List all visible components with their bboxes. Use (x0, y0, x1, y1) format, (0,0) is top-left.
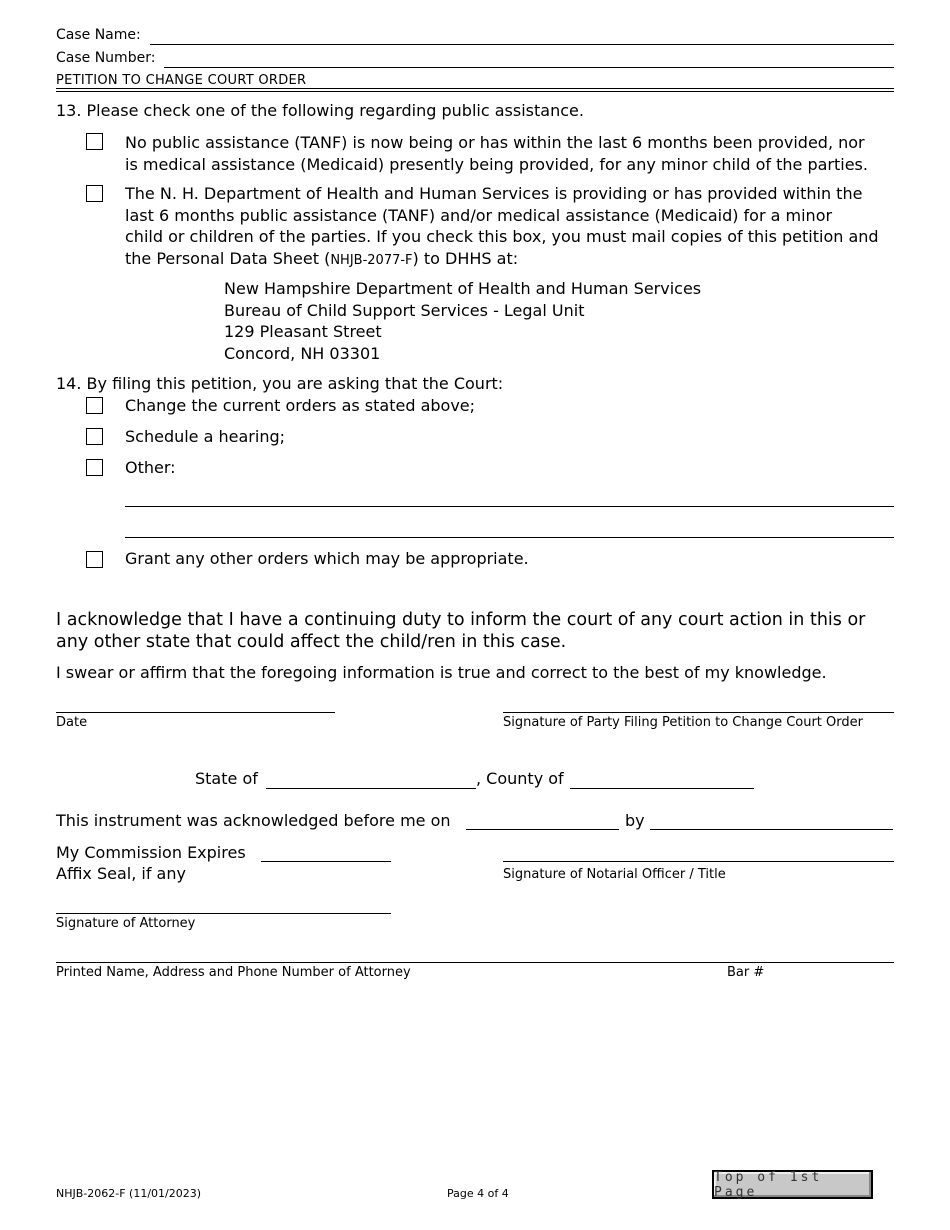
commission-expires-label: My Commission Expires (56, 843, 246, 862)
item-13-heading: 13. Please check one of the following regarding public assistance. (56, 101, 584, 120)
party-signature-label: Signature of Party Filing Petition to Change Court Order (503, 715, 863, 730)
affix-seal-label: Affix Seal, if any (56, 864, 186, 883)
item-14-heading: 14. By filing this petition, you are asking that the Court: (56, 374, 504, 393)
acknowledged-before-label: This instrument was acknowledged before me on (56, 811, 451, 830)
other-label: Other: (125, 458, 176, 477)
date-field[interactable] (56, 712, 335, 713)
case-number-label: Case Number: (56, 50, 156, 66)
header-divider-1 (56, 88, 894, 89)
attorney-signature-label: Signature of Attorney (56, 916, 196, 931)
notarial-officer-label: Signature of Notarial Officer / Title (503, 867, 726, 882)
bar-number-label: Bar # (727, 965, 765, 980)
county-of-label: , County of (476, 769, 564, 788)
no-public-assistance-text (125, 132, 868, 175)
option2-line-4: the Personal Data Sheet (NHJB-2077-F) to DHHS at: (125, 248, 519, 268)
acknowledged-by-field[interactable] (650, 829, 893, 830)
option2-line-3: child or children of the parties. If you check this box, you must mail copies of this petition and (125, 227, 879, 246)
notarial-officer-signature-field[interactable] (503, 861, 894, 862)
schedule-hearing-label: Schedule a hearing; (125, 427, 285, 446)
commission-expires-field[interactable] (261, 861, 391, 862)
case-name-field[interactable] (150, 44, 894, 45)
acknowledgment-text (56, 610, 865, 653)
by-label: by (625, 811, 645, 830)
grant-other-orders-label: Grant any other orders which may be appropriate. (125, 549, 529, 568)
change-orders-checkbox[interactable] (86, 397, 103, 414)
form-id: NHJB-2062-F (11/01/2023) (56, 1187, 202, 1200)
address-line-3: 129 Pleasant Street (224, 322, 382, 341)
acknowledgment-line-2: any other state that could affect the child/ren in this case. (56, 631, 567, 652)
case-number-field[interactable] (164, 67, 894, 68)
form-title: PETITION TO CHANGE COURT ORDER (56, 73, 307, 88)
change-orders-label: Change the current orders as stated above; (125, 396, 476, 415)
no-public-assistance-checkbox[interactable] (86, 133, 103, 150)
other-checkbox[interactable] (86, 459, 103, 476)
party-signature-field[interactable] (503, 712, 894, 713)
option1-line-2: is medical assistance (Medicaid) presently being provided, for any minor child of the parties. (125, 154, 868, 174)
acknowledgment-line-1: I acknowledge that I have a continuing duty to inform the court of any court action in this or (56, 610, 866, 630)
county-field[interactable] (570, 788, 754, 789)
swear-affirm-text: I swear or affirm that the foregoing information is true and correct to the best of my knowledge. (56, 663, 827, 682)
state-of-label: State of (195, 769, 258, 788)
attorney-printed-info-field[interactable] (56, 962, 894, 963)
state-field[interactable] (266, 788, 476, 789)
other-details-line-2[interactable] (125, 537, 894, 538)
attorney-printed-info-label: Printed Name, Address and Phone Number of Attorney (56, 965, 411, 980)
schedule-hearing-checkbox[interactable] (86, 428, 103, 445)
page-number: Page 4 of 4 (447, 1187, 509, 1200)
other-details-line-1[interactable] (125, 506, 894, 507)
acknowledged-date-field[interactable] (466, 829, 619, 830)
header-divider-2 (56, 91, 894, 92)
case-name-label: Case Name: (56, 27, 141, 43)
address-line-1: New Hampshire Department of Health and Human Services (224, 279, 702, 298)
option1-line-1: No public assistance (TANF) is now being or has within the last 6 months been provided, nor (125, 133, 865, 152)
dhhs-assistance-checkbox[interactable] (86, 185, 103, 202)
top-of-first-page-button[interactable]: Top of 1st Page (712, 1170, 873, 1199)
option2-line-2: last 6 months public assistance (TANF) and/or medical assistance (Medicaid) for a minor (125, 205, 833, 225)
address-line-4: Concord, NH 03301 (224, 343, 381, 363)
date-label: Date (56, 715, 88, 730)
grant-other-orders-checkbox[interactable] (86, 551, 103, 568)
attorney-signature-field[interactable] (56, 913, 391, 914)
address-line-2: Bureau of Child Support Services - Legal Unit (224, 300, 585, 320)
dhhs-assistance-text (125, 183, 879, 271)
option2-line-1: The N. H. Department of Health and Human Services is providing or has provided within the (125, 184, 863, 203)
dhhs-address (224, 278, 701, 364)
personal-data-sheet-form-id: NHJB-2077-F (330, 252, 413, 268)
